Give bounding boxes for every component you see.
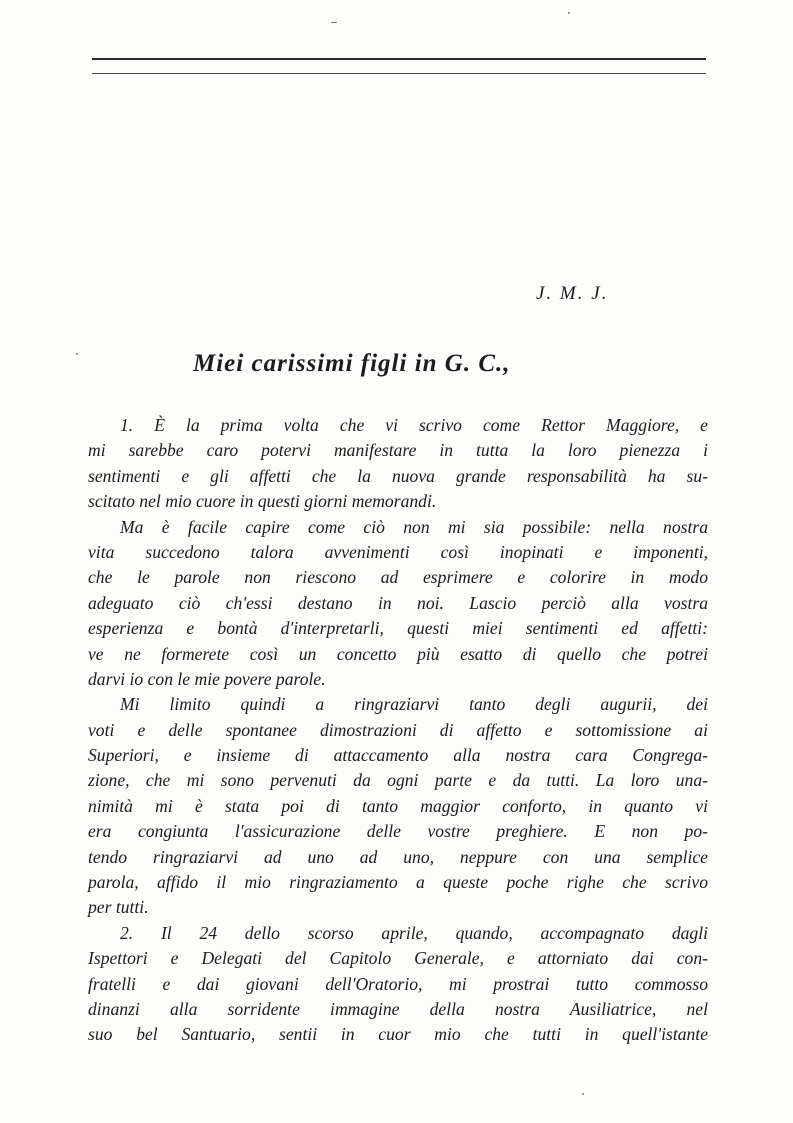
text-line: nimità mi è stata poi di tanto maggior conforto, in quanto vi [88,795,708,816]
text-line: suo bel Santuario, sentii in cuor mio che tutti in quell'istante [88,1024,708,1045]
text-line: Mi limito quindi a ringraziarvi tanto degli augurii, dei [120,694,708,715]
text-line: mi sarebbe caro potervi manifestare in tutta la loro pienezza i [88,440,708,461]
paragraph-2 [88,515,708,693]
letter-body [88,413,708,1048]
text-line: tendo ringraziarvi ad uno ad uno, neppure con una semplice [88,846,708,867]
text-line: sentimenti e gli affetti che la nuova grande responsabilità ha su- [88,465,708,486]
text-line: che le parole non riescono ad esprimere e colorire in modo [88,567,708,588]
paragraph-4 [88,921,708,1048]
text-line: Ma è facile capire come ciò non mi sia possibile: nella nostra [120,516,708,537]
text-line: 1. È la prima volta che vi scrivo come Rettor Maggiore, e [120,415,708,435]
text-line: 2. Il 24 dello scorso aprile, quando, accompagnato dagli [120,922,708,943]
header-rule-thin [92,73,706,74]
scan-speck [331,22,337,23]
text-line: voti e delle spontanee dimostrazioni di affetto e sottomissione ai [88,719,708,740]
salutation: Miei carissimi figli in G. C., [193,350,511,377]
text-line: esperienza e bontà d'interpretarli, questi miei sentimenti ed affetti: [88,618,708,639]
text-line: adeguato ciò ch'essi destano in noi. Lascio perciò alla vostra [88,592,708,613]
header-rule-thick [92,58,706,60]
paragraph-3 [88,692,708,921]
text-line: era congiunta l'assicurazione delle vostre preghiere. E non po- [88,821,708,842]
text-line: ve ne formerete così un concetto più esatto di quello che potrei [88,643,708,664]
invocation: J. M. J. [536,283,609,304]
text-line: vita succedono talora avvenimenti così inopinati e imponenti, [88,541,708,562]
text-line: parola, affido il mio ringraziamento a queste poche righe che scrivo [88,872,708,893]
text-line: fratelli e dai giovani dell'Oratorio, mi prostrai tutto commosso [88,973,708,994]
scan-speck [568,12,570,14]
text-line: zione, che mi sono pervenuti da ogni parte e da tutti. La loro una- [88,770,708,791]
text-line: darvi io con le mie povere parole. [88,668,326,689]
text-line: dinanzi alla sorridente immagine della nostra Ausiliatrice, nel [88,998,708,1019]
text-line: Superiori, e insieme di attaccamento alla nostra cara Congrega- [88,745,708,766]
scan-speck [76,353,78,355]
text-line: Ispettori e Delegati del Capitolo Generale, e attorniato dai con- [88,948,708,969]
text-line: scitato nel mio cuore in questi giorni memorandi. [88,491,437,512]
text-line: per tutti. [88,897,149,918]
paragraph-1 [88,413,708,515]
scan-speck [582,1093,584,1095]
